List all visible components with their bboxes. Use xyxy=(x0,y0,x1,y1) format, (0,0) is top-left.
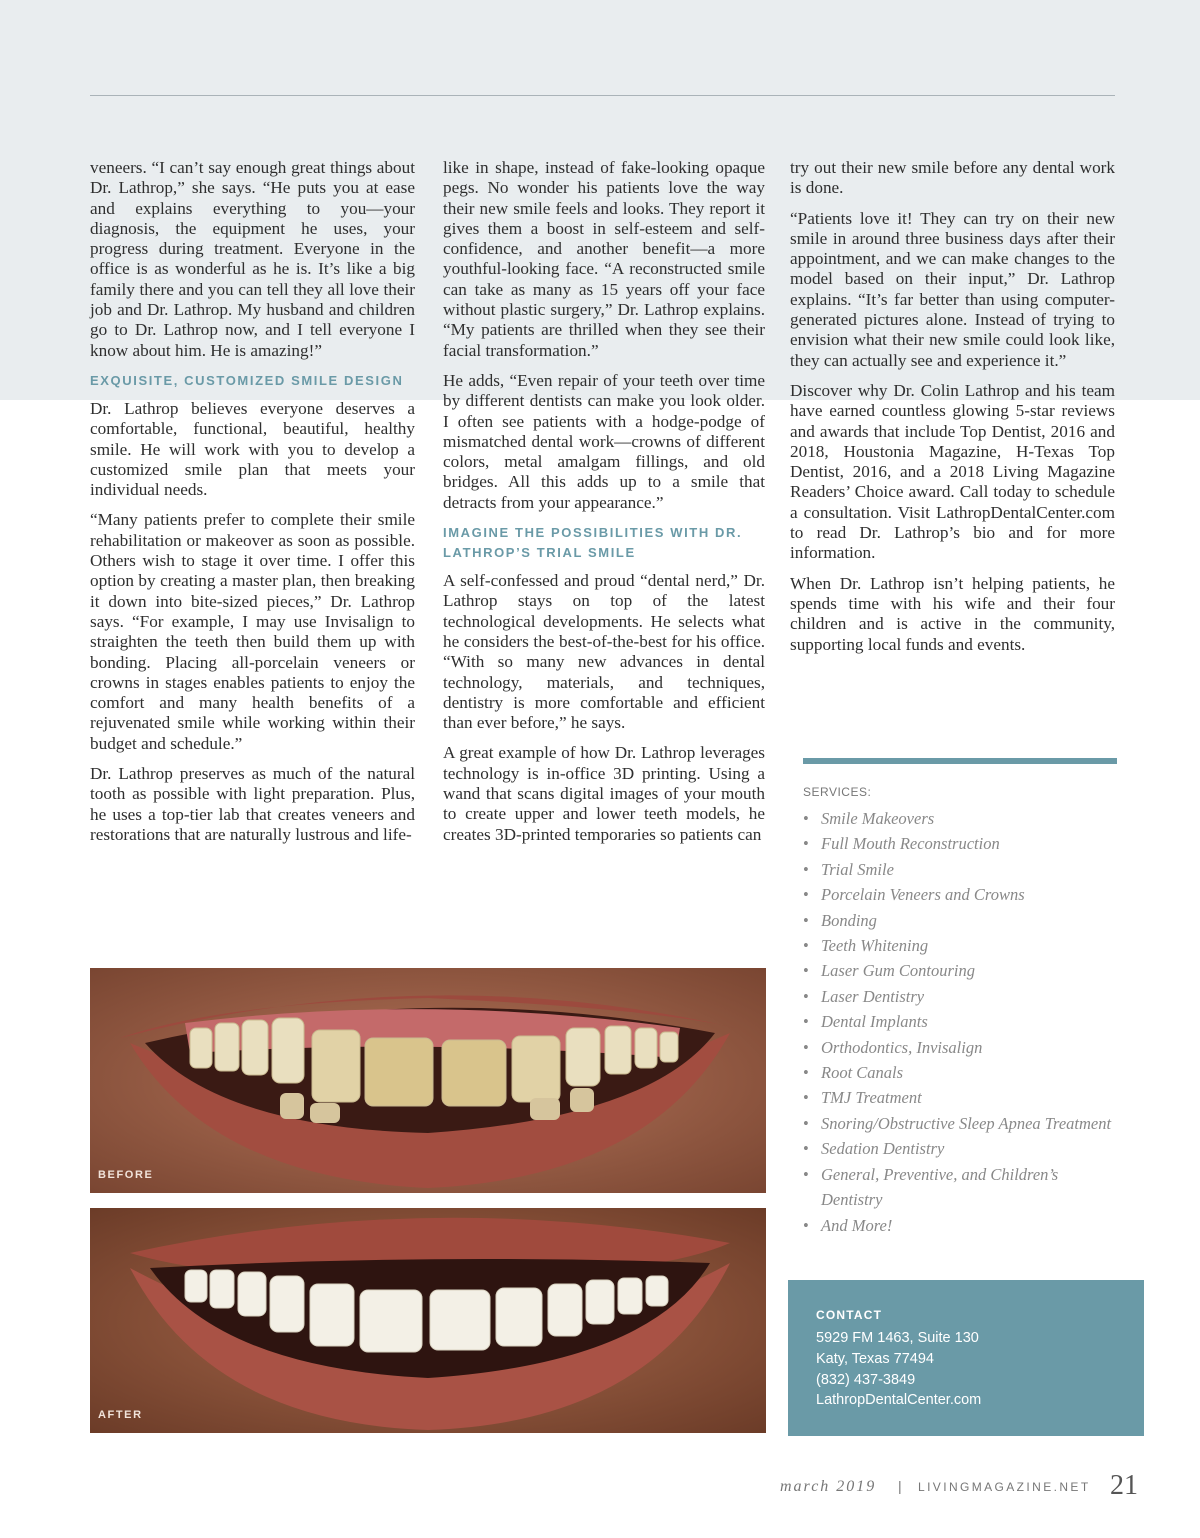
list-item: • TMJ Treatment xyxy=(803,1085,1113,1110)
contact-address-line-1: 5929 FM 1463, Suite 130 xyxy=(816,1330,979,1346)
paragraph: try out their new smile before any dental work is done. xyxy=(790,158,1115,198)
before-smile-image xyxy=(90,968,766,1193)
paragraph: When Dr. Lathrop isn’t helping patients, he spends time with his wife and their four children and is active in the community, supporting local funds and events. xyxy=(790,573,1115,654)
list-item: • Laser Gum Contouring xyxy=(803,958,1113,983)
article-column-1 xyxy=(90,158,415,855)
contact-box xyxy=(788,1280,1144,1436)
paragraph: “Patients love it! They can try on their new smile in around three business days after their appointment, and we can make changes to the model based on their input,” Dr. Lathrop explains. “It’s far better than using computer-generated pictures alone. Instead of trying to envision what their new smile could look like, they can actually see and experience it.” xyxy=(790,208,1115,370)
list-item: • Dental Implants xyxy=(803,1009,1113,1034)
list-item: • Porcelain Veneers and Crowns xyxy=(803,882,1113,907)
contact-phone: (832) 437-3849 xyxy=(816,1371,916,1388)
services-title: SERVICES: xyxy=(803,785,872,799)
article-column-3 xyxy=(790,158,1115,665)
after-label: AFTER xyxy=(98,1409,143,1421)
list-item: • Laser Dentistry xyxy=(803,984,1113,1009)
services-list xyxy=(803,806,1113,1238)
footer-separator: | xyxy=(898,1478,902,1494)
list-item: • Root Canals xyxy=(803,1060,1113,1085)
page-number: 21 xyxy=(1110,1470,1138,1501)
after-photo xyxy=(90,1208,766,1433)
paragraph: A self-confessed and proud “dental nerd,” Dr. Lathrop stays on top of the latest technological developments. He selects what he considers the best-of-the-best for his office. “With so many new advances in dental technology, materials, and techniques, dentistry is more comfortable and efficient than ever before,” he says. xyxy=(443,571,765,733)
contact-address-line-2: Katy, Texas 77494 xyxy=(816,1350,934,1367)
list-item: • Teeth Whitening xyxy=(803,933,1113,958)
list-item: • General, Preventive, and Children’s Dentistry xyxy=(803,1162,1113,1213)
paragraph: Dr. Lathrop preserves as much of the natural tooth as possible with light preparation. Plus, he uses a top-tier lab that creates veneers and restorations that are naturally lustrous and life- xyxy=(90,764,415,844)
header-rule xyxy=(90,95,1115,96)
contact-title: CONTACT xyxy=(816,1308,883,1322)
paragraph: Discover why Dr. Colin Lathrop and his team have earned countless glowing 5-star reviews and awards that include Top Dentist, 2016 and 2018, Houstonia Magazine, H-Texas Top Dentist, 2016, and a 2018 Living Magazine Readers’ Choice award. Call today to schedule a consultation. Visit LathropDentalCenter.com to read Dr. Lathrop’s bio and for more information. xyxy=(790,380,1115,563)
paragraph: veneers. “I can’t say enough great things about Dr. Lathrop,” she says. “He puts you at ease and explains everything to you—your diagnosis, the equipment he uses, your progress during treatment. Everyone in the office is as wonderful as he is. It’s like a big family there and you can tell they all love their job and Dr. Lathrop. My husband and children go to Dr. Lathrop now, and I tell everyone I know about him. He is amazing!” xyxy=(90,158,415,360)
before-label: BEFORE xyxy=(98,1169,154,1181)
paragraph: like in shape, instead of fake-looking opaque pegs. No wonder his patients love the way their new smile feels and looks. They report it gives them a boost in self-esteem and self-confidence, and another benefit—a more youthful-looking face. “A reconstructed smile can take as many as 15 years off your face without plastic surgery,” Dr. Lathrop explains. “My patients are thrilled when they see their facial transformation.” xyxy=(443,158,765,360)
section-heading: IMAGINE THE POSSIBILITIES WITH DR. LATHROP’S TRIAL SMILE xyxy=(443,525,743,561)
sidebar-accent-rule xyxy=(803,758,1117,764)
after-smile-image xyxy=(90,1208,766,1433)
list-item: • Full Mouth Reconstruction xyxy=(803,831,1113,856)
list-item: • And More! xyxy=(803,1213,1113,1238)
section-heading: EXQUISITE, CUSTOMIZED SMILE DESIGN xyxy=(90,372,404,388)
paragraph: A great example of how Dr. Lathrop leverages technology is in-office 3D printing. Using a wand that scans digital images of your mouth to create upper and lower teeth models, he creates 3D-printed temporaries so patients can xyxy=(443,743,765,844)
list-item: • Orthodontics, Invisalign xyxy=(803,1035,1113,1060)
list-item: • Smile Makeovers xyxy=(803,806,1113,831)
paragraph: Dr. Lathrop believes everyone deserves a comfortable, functional, beautiful, healthy smile. He will work with you to develop a customized smile plan that meets your individual needs. xyxy=(90,398,415,500)
page-footer xyxy=(780,1470,1140,1500)
list-item: • Snoring/Obstructive Sleep Apnea Treatment xyxy=(803,1111,1113,1136)
paragraph: He adds, “Even repair of your teeth over time by different dentists can make you look older. I often see patients with a hodge-podge of mismatched dental work—crowns of different colors, metal amalgam fillings, and old bridges. All this adds up to a smile that detracts from your appearance.” xyxy=(443,370,765,512)
article-column-2 xyxy=(443,158,765,855)
list-item: • Sedation Dentistry xyxy=(803,1136,1113,1161)
paragraph: “Many patients prefer to complete their smile rehabilitation or makeover as soon as possible. Others wish to stage it over time. I offer this option by creating a master plan, then breaking it down into bite-sized pieces,” Dr. Lathrop says. “For example, I may use Invisalign to straighten the teeth then build them up with bonding. Placing all-porcelain veneers or crowns in stages enables patients to enjoy the comfort and many health benefits of a rejuvenated smile while working within their budget and schedule.” xyxy=(90,510,415,753)
before-photo xyxy=(90,968,766,1193)
issue-date: march 2019 xyxy=(780,1478,877,1495)
magazine-site-link[interactable]: LIVINGMAGAZINE.NET xyxy=(918,1480,1091,1494)
list-item: • Trial Smile xyxy=(803,857,1113,882)
contact-website-link[interactable]: LathropDentalCenter.com xyxy=(816,1392,982,1409)
list-item: • Bonding xyxy=(803,908,1113,933)
